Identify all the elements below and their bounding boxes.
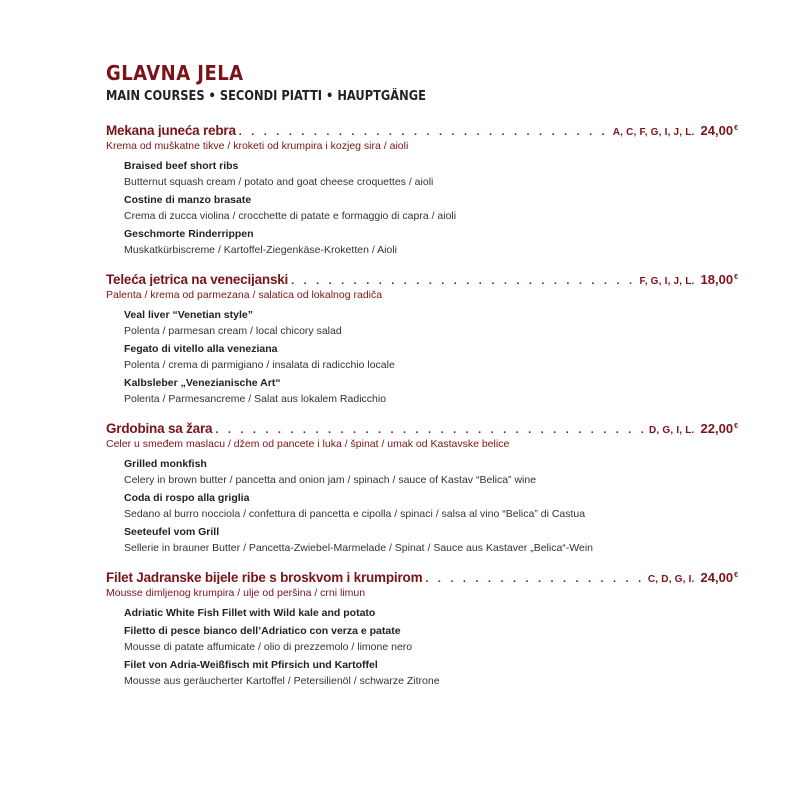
translation-block [106,193,738,223]
dish-allergens: C, D, G, I. [647,574,695,584]
translation-name: Braised beef short ribs [124,160,239,172]
currency-symbol: € [734,125,738,132]
dish-description: Celer u smeđem maslacu / džem od pancete i luka / špinat / umak od Kastavske belice [106,438,510,450]
dish-header [106,418,738,435]
translation-block [106,308,738,338]
dish-price [701,567,738,584]
dish-allergens: D, G, I, L. [649,425,695,435]
dish-header [106,269,738,286]
translation-description: Polenta / crema di parmigiano / insalata di radicchio locale [124,359,395,371]
price-value: 22,00 [700,421,734,435]
dish-description: Palenta / krema od parmezana / salatica od lokalnog radiča [106,289,383,301]
dish-name: Mekana juneća rebra [106,123,236,137]
dish-price [701,418,738,435]
translation-description: Mousse di patate affumicate / olio di prezzemolo / limone nero [124,641,413,653]
dish-description: Krema od muškatne tikve / kroketi od krumpira i kozjeg sira / aioli [106,140,409,152]
translation-name: Filetto di pesce bianco dell’Adriatico con verza e patate [124,625,401,637]
translation-block [106,342,738,372]
dish-header [106,567,738,584]
dish-item [106,418,738,555]
translation-block [106,606,738,620]
page-subtitle: MAIN COURSES • SECONDI PIATTI • HAUPTGÄNGE [106,89,426,104]
translation-description: Sedano al burro nocciola / confettura di pancetta e cipolla / spinaci / salsa al vino “Belica” di Castua [124,508,586,520]
dish-name: Grdobina sa žara [106,421,213,435]
dish-header [106,120,738,137]
translation-name: Filet von Adria-Weißfisch mit Pfirsich und Kartoffel [124,659,378,671]
translation-name: Grilled monkfish [124,458,207,470]
translation-description: Mousse aus geräucherter Kartoffel / Petersilienöl / schwarze Zitrone [124,675,440,687]
dish-allergens: F, G, I, J, L. [639,276,695,286]
currency-symbol: € [734,572,738,579]
dish-description: Mousse dimljenog krumpira / ulje od peršina / crni limun [106,587,366,599]
translation-block [106,491,738,521]
translation-name: Fegato di vitello alla veneziana [124,343,278,355]
currency-symbol: € [734,274,738,281]
leader-dots [215,422,646,435]
dish-item [106,269,738,406]
translation-block [106,525,738,555]
dish-name: Teleća jetrica na venecijanski [106,272,289,286]
dish-allergens: A, C, F, G, I, J, L. [612,127,695,137]
dish-item [106,120,738,257]
leader-dots [239,124,610,137]
translation-name: Veal liver “Venetian style” [124,309,253,321]
dish-price [701,120,738,137]
translation-name: Kalbsleber „Venezianische Art“ [124,377,281,389]
translation-description: Muskatkürbiscreme / Kartoffel-Ziegenkäse-Kroketten / Aioli [124,244,397,256]
price-value: 18,00 [700,272,734,286]
translation-block [106,376,738,406]
price-value: 24,00 [700,123,734,137]
leader-dots [291,273,636,286]
translation-block [106,624,738,654]
translation-name: Seeteufel vom Grill [124,526,220,538]
translation-description: Crema di zucca violina / crocchette di patate e formaggio di capra / aioli [124,210,457,222]
price-value: 24,00 [700,570,734,584]
translation-description: Butternut squash cream / potato and goat cheese croquettes / aioli [124,176,434,188]
translation-name: Geschmorte Rinderrippen [124,228,254,240]
menu-page [106,60,738,688]
translation-name: Adriatic White Fish Fillet with Wild kale and potato [124,607,376,619]
dish-name: Filet Jadranske bijele ribe s broskvom i krumpirom [106,570,423,584]
currency-symbol: € [734,423,738,430]
translation-block [106,159,738,189]
translation-name: Costine di manzo brasate [124,194,252,206]
leader-dots [425,571,645,584]
page-title: GLAVNA JELA [106,61,244,85]
translation-description: Polenta / parmesan cream / local chicory salad [124,325,342,337]
translation-description: Sellerie in brauner Butter / Pancetta-Zwiebel-Marmelade / Spinat / Sauce aus Kastaver „Belica“-Wein [124,542,594,554]
translation-block [106,658,738,688]
translation-description: Polenta / Parmesancreme / Salat aus lokalem Radicchio [124,393,387,405]
translation-name: Coda di rospo alla griglia [124,492,250,504]
dish-price [701,269,738,286]
dish-item [106,567,738,688]
translation-block [106,457,738,487]
translation-description: Celery in brown butter / pancetta and onion jam / spinach / sauce of Kastav “Belica” wine [124,474,537,486]
translation-block [106,227,738,257]
